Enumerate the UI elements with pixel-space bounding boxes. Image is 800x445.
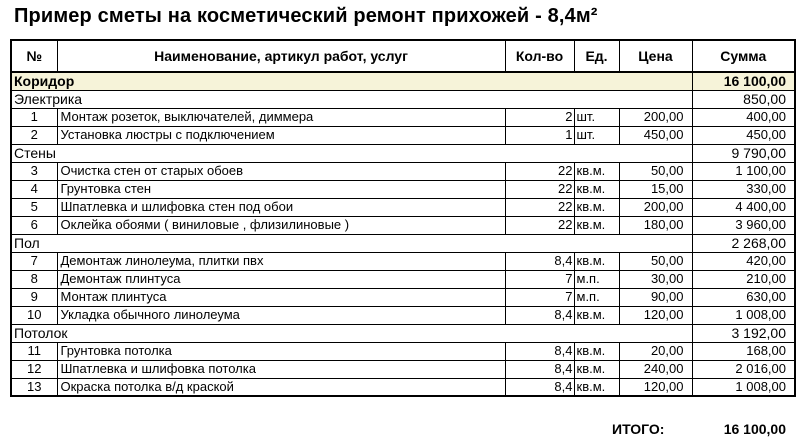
cell-unit: кв.м. (574, 360, 619, 378)
cell-unit: кв.м. (574, 162, 619, 180)
cell-num: 12 (11, 360, 57, 378)
cell-sum: 400,00 (692, 108, 795, 126)
table-row (11, 270, 795, 288)
cell-unit: м.п. (574, 270, 619, 288)
cell-qty: 2 (505, 108, 574, 126)
cell-num: 2 (11, 126, 57, 144)
cell-sum: 1 100,00 (692, 162, 795, 180)
group-name: Электрика (11, 90, 692, 108)
page-title: Пример сметы на косметический ремонт прихожей - 8,4м² (14, 5, 598, 27)
group-sum: 2 268,00 (692, 234, 795, 252)
group-sum: 3 192,00 (692, 324, 795, 342)
table-row (11, 252, 795, 270)
table-row (11, 198, 795, 216)
cell-num: 3 (11, 162, 57, 180)
cell-qty: 1 (505, 126, 574, 144)
cell-sum: 330,00 (692, 180, 795, 198)
cell-qty: 8,4 (505, 252, 574, 270)
cell-num: 8 (11, 270, 57, 288)
cell-qty: 8,4 (505, 342, 574, 360)
cell-unit: шт. (574, 126, 619, 144)
table-row (11, 180, 795, 198)
group-row (11, 144, 795, 162)
cell-unit: шт. (574, 108, 619, 126)
cell-name: Очистка стен от старых обоев (57, 162, 505, 180)
cell-price: 20,00 (619, 342, 692, 360)
cell-price: 200,00 (619, 108, 692, 126)
table-row (11, 306, 795, 324)
group-name: Стены (11, 144, 692, 162)
col-header-qty: Кол-во (505, 40, 574, 72)
group-sum: 850,00 (692, 90, 795, 108)
cell-sum: 168,00 (692, 342, 795, 360)
cell-num: 7 (11, 252, 57, 270)
group-name: Потолок (11, 324, 692, 342)
col-header-sum: Сумма (692, 40, 795, 72)
cell-sum: 1 008,00 (692, 378, 795, 396)
cell-num: 5 (11, 198, 57, 216)
table-row (11, 378, 795, 396)
table-row (11, 126, 795, 144)
cell-sum: 450,00 (692, 126, 795, 144)
cell-price: 15,00 (619, 180, 692, 198)
cell-num: 4 (11, 180, 57, 198)
cell-qty: 22 (505, 198, 574, 216)
cell-num: 6 (11, 216, 57, 234)
cell-unit: м.п. (574, 288, 619, 306)
cell-price: 240,00 (619, 360, 692, 378)
col-header-unit: Ед. (574, 40, 619, 72)
cell-unit: кв.м. (574, 306, 619, 324)
table-row (11, 360, 795, 378)
cell-sum: 3 960,00 (692, 216, 795, 234)
group-row (11, 90, 795, 108)
cell-name: Окраска потолка в/д краской (57, 378, 505, 396)
cell-qty: 7 (505, 288, 574, 306)
cell-name: Оклейка обоями ( виниловые , флизилиновые ) (57, 216, 505, 234)
cell-price: 50,00 (619, 252, 692, 270)
cell-qty: 22 (505, 216, 574, 234)
cell-qty: 8,4 (505, 378, 574, 396)
cell-name: Грунтовка стен (57, 180, 505, 198)
total-value: 16 100,00 (723, 421, 786, 437)
cell-name: Монтаж розеток, выключателей, диммера (57, 108, 505, 126)
estimate-table (10, 39, 796, 397)
cell-sum: 4 400,00 (692, 198, 795, 216)
cell-name: Демонтаж плинтуса (57, 270, 505, 288)
cell-num: 11 (11, 342, 57, 360)
cell-name: Демонтаж линолеума, плитки пвх (57, 252, 505, 270)
cell-unit: кв.м. (574, 342, 619, 360)
cell-name: Установка люстры с подключением (57, 126, 505, 144)
cell-price: 50,00 (619, 162, 692, 180)
cell-name: Укладка обычного линолеума (57, 306, 505, 324)
col-header-num: № (11, 40, 57, 72)
cell-sum: 420,00 (692, 252, 795, 270)
cell-price: 180,00 (619, 216, 692, 234)
cell-sum: 1 008,00 (692, 306, 795, 324)
group-name: Пол (11, 234, 692, 252)
section-name: Коридор (11, 72, 692, 90)
cell-unit: кв.м. (574, 198, 619, 216)
cell-qty: 22 (505, 180, 574, 198)
cell-name: Шпатлевка и шлифовка потолка (57, 360, 505, 378)
table-row (11, 162, 795, 180)
cell-unit: кв.м. (574, 216, 619, 234)
table-row (11, 342, 795, 360)
cell-sum: 2 016,00 (692, 360, 795, 378)
cell-price: 90,00 (619, 288, 692, 306)
cell-num: 13 (11, 378, 57, 396)
cell-unit: кв.м. (574, 180, 619, 198)
cell-price: 120,00 (619, 306, 692, 324)
col-header-price: Цена (619, 40, 692, 72)
table-row (11, 288, 795, 306)
cell-qty: 8,4 (505, 360, 574, 378)
section-sum: 16 100,00 (692, 72, 795, 90)
total-label: ИТОГО: (612, 421, 665, 437)
table-row (11, 108, 795, 126)
cell-sum: 210,00 (692, 270, 795, 288)
cell-name: Монтаж плинтуса (57, 288, 505, 306)
cell-num: 10 (11, 306, 57, 324)
cell-qty: 7 (505, 270, 574, 288)
cell-num: 1 (11, 108, 57, 126)
cell-sum: 630,00 (692, 288, 795, 306)
header-row (11, 40, 795, 72)
cell-qty: 22 (505, 162, 574, 180)
cell-name: Грунтовка потолка (57, 342, 505, 360)
cell-price: 120,00 (619, 378, 692, 396)
cell-qty: 8,4 (505, 306, 574, 324)
cell-price: 200,00 (619, 198, 692, 216)
cell-unit: кв.м. (574, 252, 619, 270)
cell-price: 30,00 (619, 270, 692, 288)
group-row (11, 324, 795, 342)
cell-unit: кв.м. (574, 378, 619, 396)
cell-price: 450,00 (619, 126, 692, 144)
table-row (11, 216, 795, 234)
cell-num: 9 (11, 288, 57, 306)
group-row (11, 234, 795, 252)
cell-name: Шпатлевка и шлифовка стен под обои (57, 198, 505, 216)
group-sum: 9 790,00 (692, 144, 795, 162)
col-header-name: Наименование, артикул работ, услуг (57, 40, 505, 72)
section-row-corridor (11, 72, 795, 90)
